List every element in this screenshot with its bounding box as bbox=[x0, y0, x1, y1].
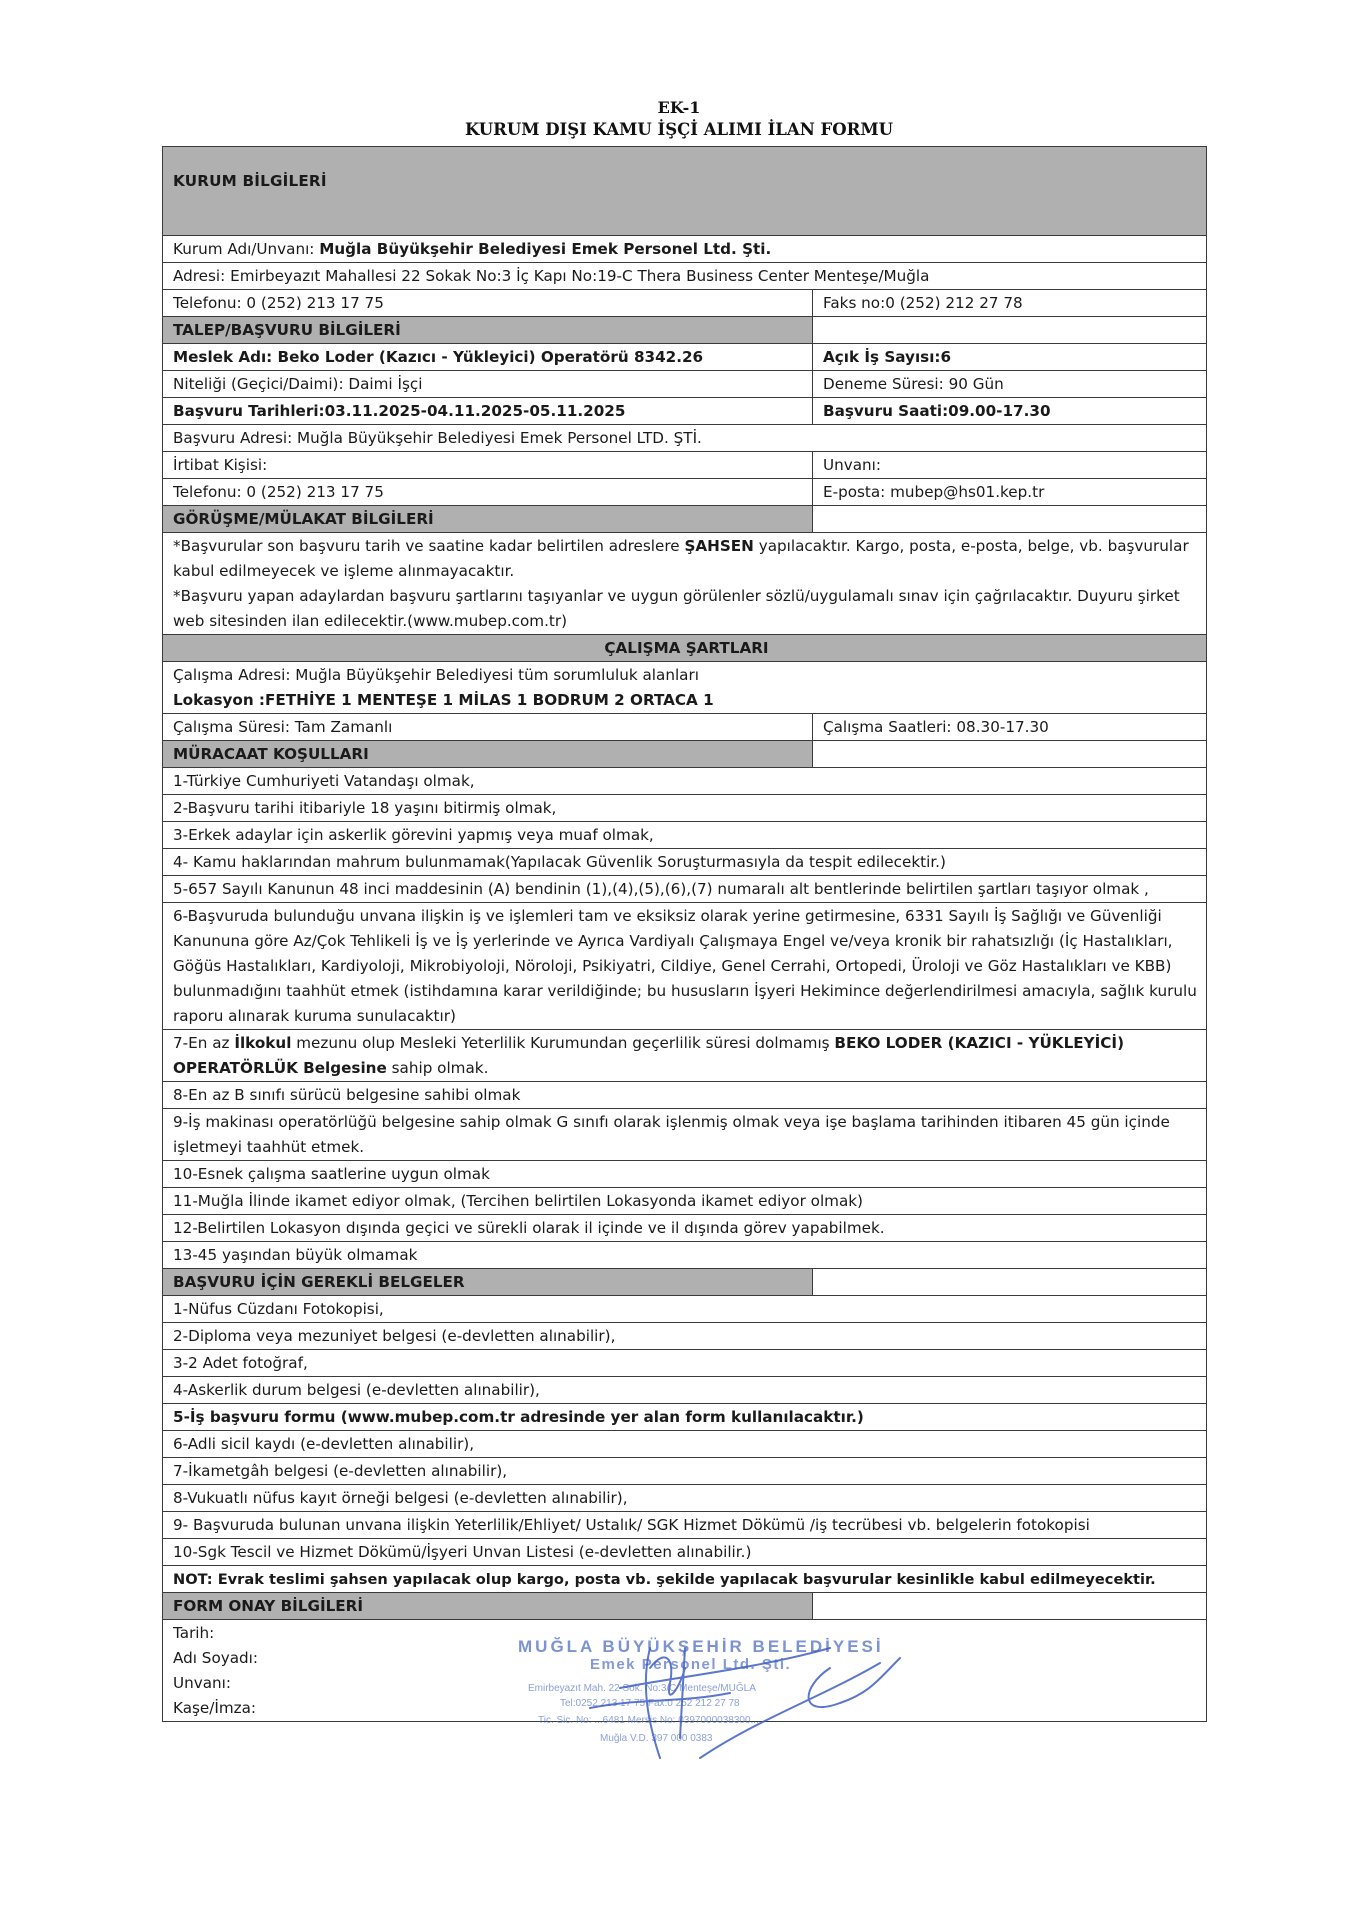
belge-2: 2-Diploma veya mezuniyet belgesi (e-devletten alınabilir), bbox=[163, 1323, 1207, 1350]
belge-4: 4-Askerlik durum belgesi (e-devletten alınabilir), bbox=[163, 1377, 1207, 1404]
niteligi: Niteliği (Geçici/Daimi): Daimi İşçi bbox=[163, 371, 813, 398]
irtibat-telefon: Telefonu: 0 (252) 213 17 75 bbox=[163, 479, 813, 506]
stamp-line-1: MUĞLA BÜYÜKŞEHİR BELEDİYESİ bbox=[518, 1637, 884, 1656]
belge-10: 10-Sgk Tescil ve Hizmet Dökümü/İşyeri Unvan Listesi (e-devletten alınabilir.) bbox=[163, 1539, 1207, 1566]
kurum-fax: Faks no:0 (252) 212 27 78 bbox=[813, 290, 1207, 317]
kosul-13: 13-45 yaşından büyük olmamak bbox=[163, 1242, 1207, 1269]
empty-cell bbox=[813, 741, 1207, 768]
gorusme-note-1: *Başvurular son başvuru tarih ve saatine kadar belirtilen adreslere ŞAHSEN yapılacaktır. Kargo, posta, e-posta, belge, vb. başvurular kabul edilmeyecek ve işleme alınmayacaktır. bbox=[173, 537, 1189, 580]
kurum-address: Adresi: Emirbeyazıt Mahallesi 22 Sokak No:3 İç Kapı No:19-C Thera Business Center Menteşe/Muğla bbox=[163, 263, 1207, 290]
belge-8: 8-Vukuatlı nüfus kayıt örneği belgesi (e-devletten alınabilir), bbox=[163, 1485, 1207, 1512]
basvuru-tarihleri: Başvuru Tarihleri:03.11.2025-04.11.2025-05.11.2025 bbox=[163, 398, 813, 425]
stamp-line-4: Tel:0252 213 17 75 Fax:0 252 212 27 78 bbox=[560, 1698, 740, 1709]
section-onay: FORM ONAY BİLGİLERİ bbox=[163, 1593, 813, 1620]
kosul-9: 9-İş makinası operatörlüğü belgesine sahip olmak G sınıfı olarak işlenmiş olmak veya işe başlama tarihinden itibaren 45 gün içinde işletmeyi taahhüt etmek. bbox=[163, 1109, 1207, 1161]
basvuru-adresi: Başvuru Adresi: Muğla Büyükşehir Belediyesi Emek Personel LTD. ŞTİ. bbox=[163, 425, 1207, 452]
kosul-2: 2-Başvuru tarihi itibariyle 18 yaşını bitirmiş olmak, bbox=[163, 795, 1207, 822]
empty-cell bbox=[813, 1593, 1207, 1620]
kosul-12: 12-Belirtilen Lokasyon dışında geçici ve sürekli olarak il içinde ve il dışında görev yapabilmek. bbox=[163, 1215, 1207, 1242]
irtibat-unvani: Unvanı: bbox=[813, 452, 1207, 479]
stamp-line-5: Tic. Sic. No: ...6481 Mersis No: 0397000038300... bbox=[538, 1715, 759, 1726]
kosul-1: 1-Türkiye Cumhuriyeti Vatandaşı olmak, bbox=[163, 768, 1207, 795]
stamp-line-3: Emirbeyazıt Mah. 22 Sok. No:3/C Menteşe/MUĞLA bbox=[528, 1683, 756, 1694]
belge-3: 3-2 Adet fotoğraf, bbox=[163, 1350, 1207, 1377]
belge-1: 1-Nüfus Cüzdanı Fotokopisi, bbox=[163, 1296, 1207, 1323]
stamp-line-6: Muğla V.D. 397 000 0383 bbox=[600, 1733, 713, 1744]
deneme-suresi: Deneme Süresi: 90 Gün bbox=[813, 371, 1207, 398]
onay-unvani: Unvanı: bbox=[173, 1674, 231, 1692]
kosul-5: 5-657 Sayılı Kanunun 48 inci maddesinin (A) bendinin (1),(4),(5),(6),(7) numaralı alt bentlerinde belirtilen şartları taşıyor olmak , bbox=[163, 876, 1207, 903]
form-title: KURUM DIŞI KAMU İŞÇİ ALIMI İLAN FORMU bbox=[464, 120, 893, 139]
form-code: EK-1 bbox=[657, 98, 701, 117]
calisma-suresi: Çalışma Süresi: Tam Zamanlı bbox=[163, 714, 813, 741]
section-belgeler: BAŞVURU İÇİN GEREKLİ BELGELER bbox=[163, 1269, 813, 1296]
section-kurum: KURUM BİLGİLERİ bbox=[163, 147, 1207, 236]
belge-9: 9- Başvuruda bulunan unvana ilişkin Yeterlilik/Ehliyet/ Ustalık/ SGK Hizmet Dökümü /iş tecrübesi vb. belgelerin fotokopisi bbox=[163, 1512, 1207, 1539]
section-calisma: ÇALIŞMA ŞARTLARI bbox=[163, 635, 1207, 662]
empty-cell bbox=[813, 506, 1207, 533]
empty-cell bbox=[813, 317, 1207, 344]
kosul-6: 6-Başvuruda bulunduğu unvana ilişkin iş ve işlemleri tam ve eksiksiz olarak yerine getirmesine, 6331 Sayılı İş Sağlığı ve Güvenliği Kanununa göre Az/Çok Tehlikeli İş ve İş yerlerinde ve Ayrıca Vardiyalı Çalışmaya Engel ve/veya kronik bir rahatsızlığı (İç Hastalıkları, Göğüs Hastalıkları, Kardiyoloji, Mikrobiyoloji, Nöroloji, Psikiyatri, Cildiye, Genel Cerrahi, Ortopedi, Üroloji ve Göz Hastalıkları ve KBB) bulunmadığını taahhüt etmek (istihdamına karar verildiğinde; bu hususların İşyeri Hekimince değerlendirilmesi amacıyla, sağlık kurulu raporu alınarak kuruma sunulacaktır) bbox=[163, 903, 1207, 1030]
kosul-7: 7-En az İlkokul mezunu olup Mesleki Yeterlilik Kurumundan geçerlilik süresi dolmamış BEKO LODER (KAZICI - YÜKLEYİCİ) OPERATÖRLÜK Belgesine sahip olmak. bbox=[163, 1030, 1207, 1082]
onay-tarih: Tarih: bbox=[173, 1624, 215, 1642]
gorusme-note-2: *Başvuru yapan adaylardan başvuru şartlarını taşıyanlar ve uygun görülenler sözlü/uygulamalı sınav için çağrılacaktır. Duyuru şirket web sitesinden ilan edilecektir.(www.mubep.com.tr) bbox=[173, 587, 1180, 630]
acik-is-sayisi: Açık İş Sayısı:6 bbox=[813, 344, 1207, 371]
kosul-10: 10-Esnek çalışma saatlerine uygun olmak bbox=[163, 1161, 1207, 1188]
kosul-8: 8-En az B sınıfı sürücü belgesine sahibi olmak bbox=[163, 1082, 1207, 1109]
onay-adi-soyadi: Adı Soyadı: bbox=[173, 1649, 259, 1667]
gorusme-notes bbox=[163, 533, 1207, 635]
onay-kase-imza: Kaşe/İmza: bbox=[173, 1699, 257, 1717]
calisma-adresi: Çalışma Adresi: Muğla Büyükşehir Belediyesi tüm sorumluluk alanları Lokasyon :FETHİYE 1 MENTEŞE 1 MİLAS 1 BODRUM 2 ORTACA 1 bbox=[163, 662, 1207, 714]
belge-not: NOT: Evrak teslimi şahsen yapılacak olup kargo, posta vb. şekilde yapılacak başvurular kesinlikle kabul edilmeyecektir. bbox=[163, 1566, 1207, 1593]
stamp-line-2: Emek Personel Ltd. Şti. bbox=[590, 1656, 792, 1673]
kurum-phone: Telefonu: 0 (252) 213 17 75 bbox=[163, 290, 813, 317]
section-muracaat: MÜRACAAT KOŞULLARI bbox=[163, 741, 813, 768]
belge-5: 5-İş başvuru formu (www.mubep.com.tr adresinde yer alan form kullanılacaktır.) bbox=[163, 1404, 1207, 1431]
belge-6: 6-Adli sicil kaydı (e-devletten alınabilir), bbox=[163, 1431, 1207, 1458]
kurum-name-row bbox=[163, 236, 1207, 263]
irtibat-eposta: E-posta: mubep@hs01.kep.tr bbox=[813, 479, 1207, 506]
calisma-saatleri: Çalışma Saatleri: 08.30-17.30 bbox=[813, 714, 1207, 741]
irtibat-kisisi: İrtibat Kişisi: bbox=[163, 452, 813, 479]
kosul-3: 3-Erkek adaylar için askerlik görevini yapmış veya muaf olmak, bbox=[163, 822, 1207, 849]
kurum-name-value: Muğla Büyükşehir Belediyesi Emek Personel Ltd. Şti. bbox=[319, 240, 772, 258]
kosul-11: 11-Muğla İlinde ikamet ediyor olmak, (Tercihen belirtilen Lokasyonda ikamet ediyor olmak) bbox=[163, 1188, 1207, 1215]
kurum-name-label: Kurum Adı/Unvanı: bbox=[173, 240, 320, 258]
basvuru-saati: Başvuru Saati:09.00-17.30 bbox=[813, 398, 1207, 425]
lokasyon: Lokasyon :FETHİYE 1 MENTEŞE 1 MİLAS 1 BODRUM 2 ORTACA 1 bbox=[173, 691, 714, 709]
kosul-4: 4- Kamu haklarından mahrum bulunmamak(Yapılacak Güvenlik Soruşturmasıyla da tespit edilecektir.) bbox=[163, 849, 1207, 876]
section-gorusme: GÖRÜŞME/MÜLAKAT BİLGİLERİ bbox=[163, 506, 813, 533]
section-talep: TALEP/BAŞVURU BİLGİLERİ bbox=[163, 317, 813, 344]
meslek-adi: Meslek Adı: Beko Loder (Kazıcı - Yükleyici) Operatörü 8342.26 bbox=[163, 344, 813, 371]
announcement-form bbox=[162, 146, 1207, 1722]
empty-cell bbox=[813, 1269, 1207, 1296]
belge-7: 7-İkametgâh belgesi (e-devletten alınabilir), bbox=[163, 1458, 1207, 1485]
